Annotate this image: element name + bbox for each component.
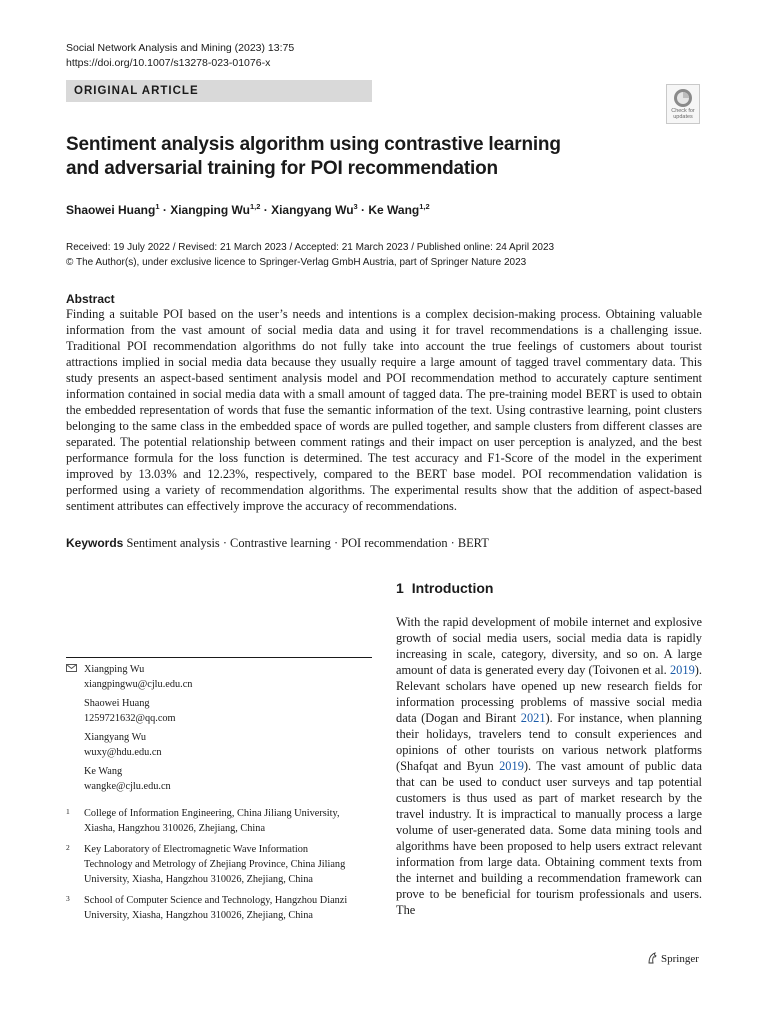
- dates-line: Received: 19 July 2022 / Revised: 21 March 2023 / Accepted: 21 March 2023 / Published online: 24 April 2023: [66, 242, 555, 253]
- affiliation-text: School of Computer Science and Technology, Hangzhou Dianzi University, Xiasha, Hangzhou 310026, Zhejiang, China: [84, 895, 348, 921]
- contact-name: Xiangping Wu: [84, 664, 145, 675]
- affiliation-text: College of Information Engineering, China Jiliang University, Xiasha, Hangzhou 310026, Zhejiang, China: [84, 808, 340, 834]
- check-for-updates-label: Check for updates: [671, 108, 695, 120]
- author-name[interactable]: Xiangyang Wu: [271, 203, 354, 217]
- affiliation: [66, 842, 349, 887]
- affiliation: [66, 806, 349, 836]
- section-heading-introduction: [396, 580, 493, 596]
- author-contacts: [66, 662, 372, 923]
- contact-entry: [66, 730, 372, 760]
- affiliation-text: Key Laboratory of Electromagnetic Wave Information Technology and Metrology of Zhejiang Province, China Jiliang University, Xiasha, Hangzhou 310026, Zhejiang, China: [84, 844, 346, 885]
- publication-history: [66, 240, 554, 270]
- section-number: 1: [396, 580, 404, 596]
- intro-text-segment: ). The vast amount of public data that can be used to conduct user surveys and tap potential customers is thus used as part of market research by the travel industry. It is impractical to manually process a large volume of user-generated data. Some data mining tools and algorithms have been proposed to help users extract relevant information from large data. Obtaining comment texts from the internet and building a recommendation framework can prove to be beneficial for tourism professionals and users. The: [396, 759, 702, 917]
- author-affiliation-ref: 1,2: [249, 202, 261, 211]
- copyright-line: © The Author(s), under exclusive licence to Springer-Verlag GmbH Austria, part of Springer Nature 2023: [66, 257, 527, 268]
- contact-entry: [66, 764, 372, 794]
- affiliation: [66, 893, 349, 923]
- publisher-footer: [646, 952, 699, 965]
- citation-link[interactable]: 2019: [669, 663, 695, 677]
- contact-name: Ke Wang: [84, 766, 123, 777]
- author-affiliation-ref: 3: [353, 202, 358, 211]
- keywords-label: Keywords: [66, 536, 124, 550]
- footnote-divider: [66, 657, 372, 658]
- affiliation-number: 1: [66, 807, 70, 816]
- journal-header: [66, 41, 294, 71]
- intro-text-segment: ). Relevant scholars have opened up new research fields for information processing problems of massive social media data (Dogan and Birant: [396, 663, 702, 725]
- contact-name: Xiangyang Wu: [84, 732, 147, 743]
- introduction-text: [396, 614, 702, 918]
- contact-email[interactable]: 1259721632@qq.com: [84, 713, 176, 724]
- journal-citation: Social Network Analysis and Mining (2023) 13:75: [66, 42, 295, 54]
- keywords-text: Sentiment analysis · Contrastive learning · POI recommendation · BERT: [126, 536, 489, 550]
- section-title: Introduction: [411, 580, 494, 596]
- keywords: [66, 536, 489, 551]
- doi-link[interactable]: https://doi.org/10.1007/s13278-023-01076-x: [66, 57, 271, 69]
- intro-text-segment: ). For instance, when planning their holidays, travelers tend to consult experiences and opinions of other tourists on various network platforms (Shafqat and Byun: [396, 711, 702, 773]
- author-name[interactable]: Shaowei Huang: [66, 203, 156, 217]
- publisher-name: Springer: [661, 953, 699, 965]
- author-affiliation-ref: 1,2: [419, 202, 430, 211]
- author-separator: ·: [260, 203, 272, 217]
- contact-email[interactable]: xiangpingwu@cjlu.edu.cn: [84, 679, 193, 690]
- crossmark-icon: [673, 88, 693, 108]
- affiliation-number: 3: [66, 894, 70, 903]
- citation-link[interactable]: 2019: [499, 759, 524, 773]
- author-name[interactable]: Ke Wang: [368, 203, 420, 217]
- check-for-updates-badge[interactable]: [666, 84, 700, 124]
- abstract-text: Finding a suitable POI based on the user’s needs and intentions is a complex decision-making process. Obtaining valuable information from the vast amount of social media data and using it for travel recommendations is a challenging issue. Traditional POI recommendation algorithms do not fully take into account the true feelings of customers about tourist attractions implied in social media data because they usually require a large amount of tagged travel commentary data. This study presents an aspect-based sentiment analysis model and POI recommendation method to accurately capture sentiment information contained in social media data with a small amount of tagged data. The pre-training model BERT is used to obtain the embedded representation of words that fuse the semantic information of the text. Using contrastive learning, point clusters belonging to the same class in the embedded space of words are pulled together, and sample clusters from different classes are separated. The potential relationship between comment ratings and their impact on user perception is analyzed, and the best performance formula for the loss function is determined. The test accuracy and F1-Score of the model in the experiment improved by 13.03% and 12.23%, respectively, compared to the BERT base model. POI recommendation validation is performed using a variety of recommendation algorithms. The experimental results show that the addition of aspect-based sentiment attributes can effectively improve the accuracy of recommendations.: [66, 307, 702, 513]
- contact-email[interactable]: wuxy@hdu.edu.cn: [84, 747, 162, 758]
- contact-entry: [66, 696, 372, 726]
- author-separator: ·: [159, 203, 171, 217]
- abstract-heading: Abstract: [66, 292, 115, 306]
- author-affiliation-ref: 1: [155, 202, 160, 211]
- envelope-icon: [66, 664, 77, 672]
- intro-text-segment: With the rapid development of mobile internet and explosive growth of social media users, social media data is rapidly increasing in scale, category, diversity, and so on. A large amount of data is generated every day (Toivonen et al.: [396, 615, 702, 677]
- article-title: Sentiment analysis algorithm using contrastive learning and adversarial training for POI recommendation: [66, 134, 561, 179]
- author-list: [66, 202, 430, 217]
- author-name[interactable]: Xiangping Wu: [170, 203, 250, 217]
- article-type-banner: ORIGINAL ARTICLE: [66, 80, 372, 102]
- contact-name: Shaowei Huang: [84, 698, 150, 709]
- affiliation-number: 2: [66, 843, 70, 852]
- contact-email[interactable]: wangke@cjlu.edu.cn: [84, 781, 171, 792]
- author-separator: ·: [357, 203, 369, 217]
- contact-entry: [66, 662, 372, 692]
- citation-link[interactable]: 2021: [520, 711, 546, 725]
- springer-horse-icon: [646, 952, 658, 964]
